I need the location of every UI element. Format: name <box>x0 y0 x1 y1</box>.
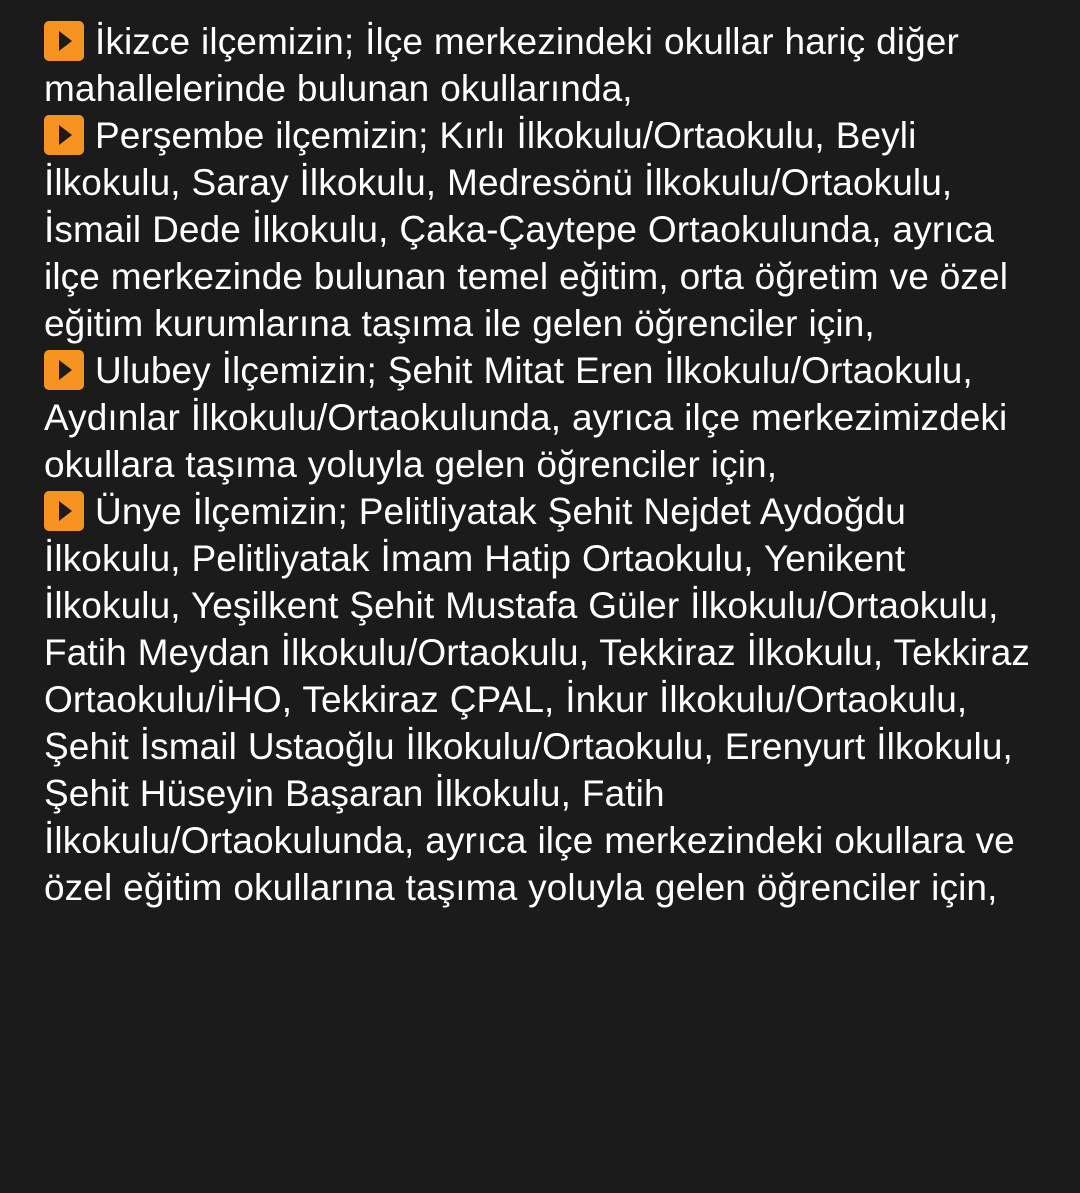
play-triangle-icon <box>44 115 84 155</box>
play-triangle-icon <box>44 491 84 531</box>
list-item-text: Perşembe ilçemizin; Kırlı İlkokulu/Ortaokulu, Beyli İlkokulu, Saray İlkokulu, Medresönü İlkokulu/Ortaokulu, İsmail Dede İlkokulu, Çaka-Çaytepe Ortaokulunda, ayrıca ilçe merkezinde bulunan temel eğitim, orta öğretim ve özel eğitim kurumlarına taşıma ile gelen öğrenciler için, <box>44 115 1009 344</box>
list-item <box>44 488 1034 911</box>
list-item-text: İkizce ilçemizin; İlçe merkezindeki okullar hariç diğer mahallelerinde bulunan okullarında, <box>44 21 959 109</box>
play-triangle-icon <box>44 350 84 390</box>
list-item <box>44 112 1034 347</box>
list-item-text: Ünye İlçemizin; Pelitliyatak Şehit Nejdet Aydoğdu İlkokulu, Pelitliyatak İmam Hatip Ortaokulu, Yenikent İlkokulu, Yeşilkent Şehit Mustafa Güler İlkokulu/Ortaokulu, Fatih Meydan İlkokulu/Ortaokulu, Tekkiraz İlkokulu, Tekkiraz Ortaokulu/İHO, Tekkiraz ÇPAL, İnkur İlkokulu/Ortaokulu, Şehit İsmail Ustaoğlu İlkokulu/Ortaokulu, Erenyurt İlkokulu, Şehit Hüseyin Başaran İlkokulu, Fatih İlkokulu/Ortaokulunda, ayrıca ilçe merkezindeki okullara ve özel eğitim okullarına taşıma yoluyla gelen öğrenciler için, <box>44 491 1031 908</box>
list-item <box>44 18 1034 112</box>
list-item-text: Ulubey İlçemizin; Şehit Mitat Eren İlkokulu/Ortaokulu, Aydınlar İlkokulu/Ortaokulunda, ayrıca ilçe merkezimizdeki okullara taşıma yoluyla gelen öğrenciler için, <box>44 350 1008 485</box>
play-triangle-icon <box>44 21 84 61</box>
list-item <box>44 347 1034 488</box>
